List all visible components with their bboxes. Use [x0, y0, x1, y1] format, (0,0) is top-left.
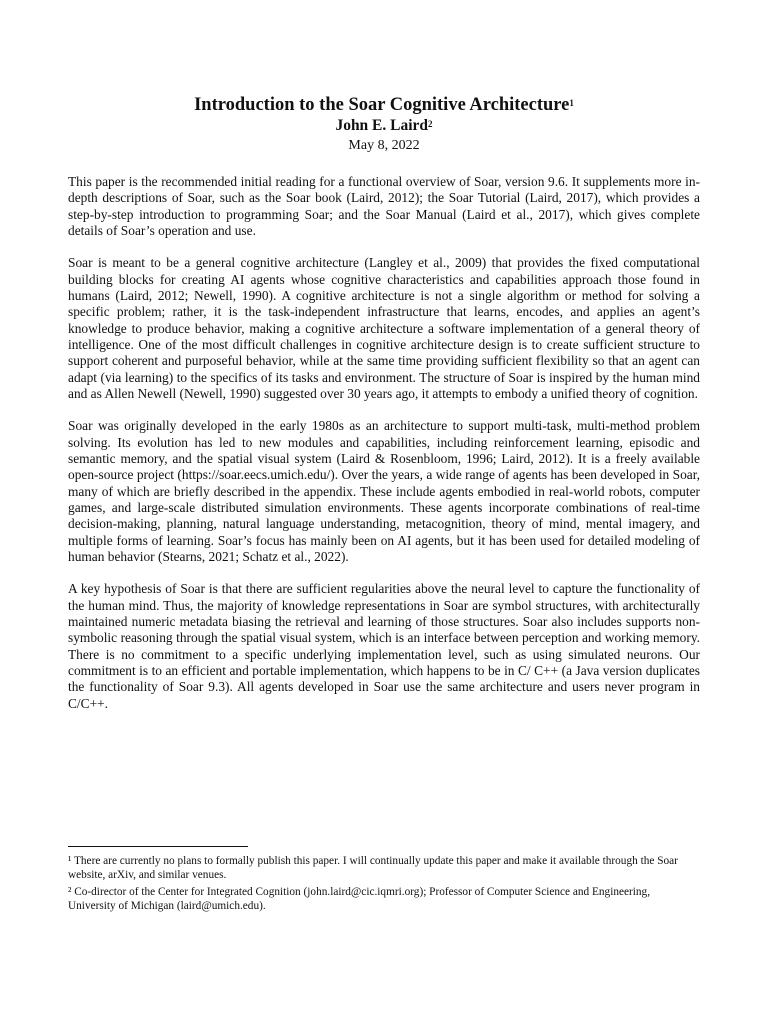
- footnote-2: ² Co-director of the Center for Integrated Cognition (john.laird@cic.iqmri.org); Professor of Computer Science and Engineering, University of Michigan (laird@umich.edu).: [68, 886, 651, 912]
- footnote-1: ¹ There are currently no plans to formally publish this paper. I will continually update this paper and make it available through the Soar website, arXiv, and similar venues.: [68, 855, 678, 881]
- body-text: [68, 174, 700, 712]
- author-footnote-mark: 2: [428, 119, 433, 129]
- footnotes: [68, 854, 700, 916]
- paragraph-3: Soar was originally developed in the early 1980s as an architecture to support multi-task, multi-method problem solving. Its evolution has led to new modules and capabilities, including reinforcement learning, episodic and semantic memory, and the spatial visual system (Laird & Rosenbloom, 1996; Laird, 2012). It is a freely available open-source project (https://soar.eecs.umich.edu/). Over the years, a wide range of agents has been developed in Soar, many of which are briefly described in the appendix. These include agents embodied in real-world robots, computer games, and large-scale distributed simulation environments. These agents incorporate combinations of real-time decision-making, planning, natural language understanding, metacognition, theory of mind, mental imagery, and multiple forms of learning. Soar’s focus has mainly been on AI agents, but it has been used for detailed modeling of human behavior (Stearns, 2021; Schatz et al., 2022).: [68, 418, 700, 564]
- paragraph-2: Soar is meant to be a general cognitive architecture (Langley et al., 2009) that provides the fixed computational building blocks for creating AI agents whose cognitive characteristics and capabilities approach those found in humans (Laird, 2012; Newell, 1990). A cognitive architecture is not a single algorithm or method for solving a specific problem; rather, it is the task-independent infrastructure that learns, encodes, and applies an agent’s knowledge to produce behavior, making a cognitive architecture a software implementation of a general theory of intelligence. One of the most difficult challenges in cognitive architecture design is to create sufficient structure to support coherent and purposeful behavior, while at the same time providing sufficient flexibility so that an agent can adapt (via learning) to the specifics of its tasks and environment. The structure of Soar is inspired by the human mind and as Allen Newell (Newell, 1990) suggested over 30 years ago, it attempts to embody a unified theory of cognition.: [68, 255, 700, 401]
- footnote-divider: [68, 846, 248, 847]
- paper-title: [68, 94, 700, 116]
- paper-date: May 8, 2022: [348, 138, 420, 153]
- paper-title-text: Introduction to the Soar Cognitive Architecture: [194, 95, 570, 115]
- paragraph-4: A key hypothesis of Soar is that there are sufficient regularities above the neural level to capture the functionality of the human mind. Thus, the majority of knowledge representations in Soar are symbol structures, with architecturally maintained numeric metadata biasing the retrieval and learning of those structures. Soar also includes supports non-symbolic reasoning through the spatial visual system, which is an interface between perception and working memory. There is no commitment to a specific underlying implementation level, such as using simulated neurons. Our commitment is to an efficient and portable implementation, which happens to be in C/ C++ (a Java version duplicates the functionality of Soar 9.3). All agents developed in Soar use the same architecture and users never program in C/C++.: [68, 581, 700, 711]
- paper-author: [68, 116, 700, 136]
- paper-author-text: John E. Laird: [335, 117, 429, 134]
- title-footnote-mark: 1: [569, 98, 574, 108]
- paragraph-1: This paper is the recommended initial reading for a functional overview of Soar, version 9.6. It supplements more in-depth descriptions of Soar, such as the Soar book (Laird, 2012); the Soar Tutorial (Laird, 2017), which provides a step-by-step introduction to programming Soar; and the Soar Manual (Laird et al., 2017), which gives complete details of Soar’s operation and use.: [68, 174, 700, 238]
- page-body: [68, 94, 700, 728]
